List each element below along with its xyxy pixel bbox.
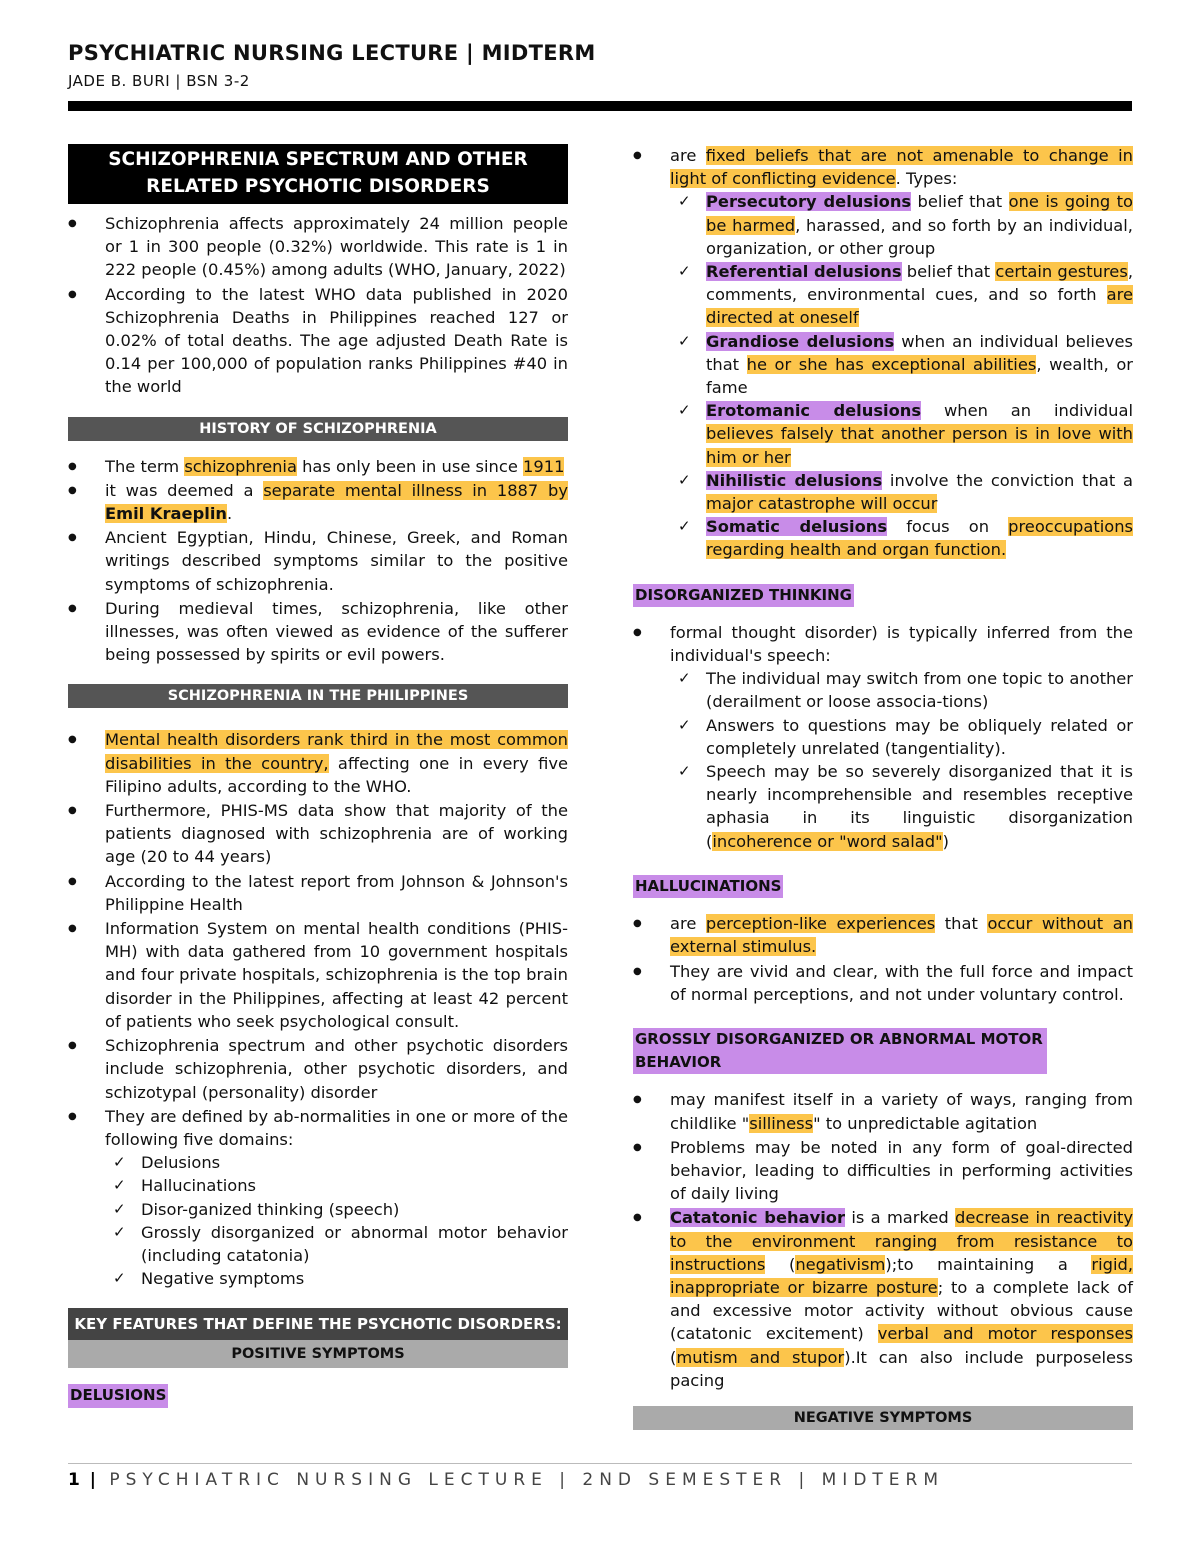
list-item: ● are perception-like experiences that occur without an external stimulus.	[633, 912, 1133, 958]
checklist-item: ✓ Grossly disorganized or abnormal motor behavior (including catatonia)	[105, 1221, 568, 1267]
hallucinations-list	[633, 912, 1133, 1006]
motor-behavior-heading: GROSSLY DISORGANIZED OR ABNORMAL MOTOR BEHAVIOR	[633, 1028, 1047, 1074]
list-item: ● formal thought disorder) is typically inferred from the individual's speech: ✓ The individual may switch from one topic to another (derailment or loose associa-tions) ✓ Answers to questions may be obliquely related or completely unrelated (tangentiality). ✓ Speech may be so severely disorganized that it is nearly incomprehensible and resembles receptive aphasia in its linguistic disorganization (incoherence or "word salad")	[633, 621, 1133, 853]
checklist-item: ✓ Negative symptoms	[105, 1267, 568, 1290]
positive-symptoms-heading: POSITIVE SYMPTOMS	[68, 1340, 568, 1368]
checklist-item: ✓ Nihilistic delusions involve the conviction that a major catastrophe will occur	[670, 469, 1133, 515]
checklist-item: ✓ Erotomanic delusions when an individual believes falsely that another person is in love with him or her	[670, 399, 1133, 469]
checklist-item: ✓ Delusions	[105, 1151, 568, 1174]
list-item: ● are fixed beliefs that are not amenable to change in light of conflicting evidence. Types: ✓ Persecutory delusions belief that one is going to be harmed, harassed, and so forth by an individual, organization, or other group ✓ Referential delusions belief that certain gestures, comments, environmental cues, and so forth are directed at oneself ✓ Grandiose delusions when an individual believes that he or she has exceptional abilities, wealth, or fame ✓ Erotomanic delusions when an individual believes falsely that another person is in love with him or her ✓ Nihilistic delusions involve the conviction that a major catastrophe will occur ✓ Somatic delusions focus on preoccupations regarding health and organ function.	[633, 144, 1133, 562]
list-item: ● During medieval times, schizophrenia, like other illnesses, was often viewed as evidence of the sufferer being possessed by spirits or evil powers.	[68, 597, 568, 667]
intro-list	[68, 212, 568, 399]
right-column	[633, 144, 1133, 1442]
list-item: ● Mental health disorders rank third in the most common disabilities in the country, affecting one in every five Filipino adults, according to the WHO.	[68, 728, 568, 798]
page-footer	[68, 1470, 944, 1490]
checklist-item: ✓ Persecutory delusions belief that one is going to be harmed, harassed, and so forth by an individual, organization, or other group	[670, 190, 1133, 260]
disorganized-thinking-list	[633, 621, 1133, 853]
history-list	[68, 455, 568, 667]
checklist-item: ✓ Somatic delusions focus on preoccupations regarding health and organ function.	[670, 515, 1133, 561]
list-item: ● According to the latest WHO data published in 2020 Schizophrenia Deaths in Philippines reached 127 or 0.02% of total deaths. The age adjusted Death Rate is 0.14 per 100,000 of population ranks Philippines #40 in the world	[68, 283, 568, 399]
checklist-item: ✓ Grandiose delusions when an individual believes that he or she has exceptional abilities, wealth, or fame	[670, 330, 1133, 400]
negative-symptoms-heading: NEGATIVE SYMPTOMS	[633, 1406, 1133, 1430]
checklist-item: ✓ Hallucinations	[105, 1174, 568, 1197]
history-heading: HISTORY OF SCHIZOPHRENIA	[68, 417, 568, 441]
delusions-heading: DELUSIONS	[68, 1384, 168, 1407]
list-item: ● They are vivid and clear, with the full force and impact of normal perceptions, and not under voluntary control.	[633, 960, 1133, 1006]
checklist-item: ✓ The individual may switch from one topic to another (derailment or loose associa-tions)	[670, 667, 1133, 713]
footer-text: PSYCHIATRIC NURSING LECTURE | 2ND SEMESTER | MIDTERM	[109, 1470, 945, 1490]
list-item: ● Problems may be noted in any form of goal-directed behavior, leading to difficulties in performing activities of daily living	[633, 1136, 1133, 1206]
disorganized-thinking-heading: DISORGANIZED THINKING	[633, 584, 854, 607]
list-item: ● Schizophrenia spectrum and other psychotic disorders include schizophrenia, other psychotic disorders, and schizotypal (personality) disorder	[68, 1034, 568, 1104]
philippines-list	[68, 728, 568, 1290]
list-item: ● The term schizophrenia has only been in use since 1911	[68, 455, 568, 478]
list-item: ● They are defined by ab-normalities in one or more of the following five domains: ✓ Delusions ✓ Hallucinations ✓ Disor-ganized thinking (speech) ✓ Grossly disorganized or abnormal motor behavior (including catatonia) ✓ Negative symptoms	[68, 1105, 568, 1291]
checklist-item: ✓ Disor-ganized thinking (speech)	[105, 1198, 568, 1221]
page-number: 1 |	[68, 1470, 98, 1490]
list-item: ● According to the latest report from Johnson & Johnson's Philippine Health	[68, 870, 568, 916]
header-rule	[68, 101, 1132, 111]
delusion-types	[670, 190, 1133, 561]
delusions-list	[633, 144, 1133, 562]
page-header	[68, 40, 596, 90]
document-title: PSYCHIATRIC NURSING LECTURE | MIDTERM	[68, 41, 596, 65]
checklist-item: ✓ Speech may be so severely disorganized that it is nearly incomprehensible and resembles receptive aphasia in its linguistic disorganization (incoherence or "word salad")	[670, 760, 1133, 853]
list-item: ● may manifest itself in a variety of ways, ranging from childlike "silliness" to unpredictable agitation	[633, 1088, 1133, 1134]
motor-behavior-list	[633, 1088, 1133, 1392]
list-item: ● Information System on mental health conditions (PHIS-MH) with data gathered from 10 government hospitals and four private hospitals, schizophrenia is the top brain disorder in the Philippines, affecting at least 42 percent of patients who seek psychological consult.	[68, 917, 568, 1033]
checklist-item: ✓ Referential delusions belief that certain gestures, comments, environmental cues, and so forth are directed at oneself	[670, 260, 1133, 330]
left-column	[68, 144, 568, 1422]
hallucinations-heading: HALLUCINATIONS	[633, 875, 783, 898]
list-item: ● Schizophrenia affects approximately 24 million people or 1 in 300 people (0.32%) worldwide. This rate is 1 in 222 people (0.45%) among adults (WHO, January, 2022)	[68, 212, 568, 282]
list-item: ● Catatonic behavior is a marked decrease in reactivity to the environment ranging from resistance to instructions (negativism);to maintaining a rigid, inappropriate or bizarre posture; to a complete lack of and excessive motor activity without obvious cause (catatonic excitement) verbal and motor responses (mutism and stupor).It can also include purposeless pacing	[633, 1206, 1133, 1392]
footer-rule	[68, 1463, 1132, 1464]
checklist-item: ✓ Answers to questions may be obliquely related or completely unrelated (tangentiality).	[670, 714, 1133, 760]
thinking-types	[670, 667, 1133, 853]
domains-list	[105, 1151, 568, 1290]
philippines-heading: SCHIZOPHRENIA IN THE PHILIPPINES	[68, 684, 568, 708]
author-line: JADE B. BURI | BSN 3-2	[68, 72, 250, 90]
list-item: ● it was deemed a separate mental illness in 1887 by Emil Kraeplin.	[68, 479, 568, 525]
section-title: SCHIZOPHRENIA SPECTRUM AND OTHER RELATED PSYCHOTIC DISORDERS	[68, 144, 568, 204]
key-features-heading: KEY FEATURES THAT DEFINE THE PSYCHOTIC DISORDERS:	[68, 1308, 568, 1340]
list-item: ● Furthermore, PHIS-MS data show that majority of the patients diagnosed with schizophrenia are of working age (20 to 44 years)	[68, 799, 568, 869]
list-item: ● Ancient Egyptian, Hindu, Chinese, Greek, and Roman writings described symptoms similar to the positive symptoms of schizophrenia.	[68, 526, 568, 596]
